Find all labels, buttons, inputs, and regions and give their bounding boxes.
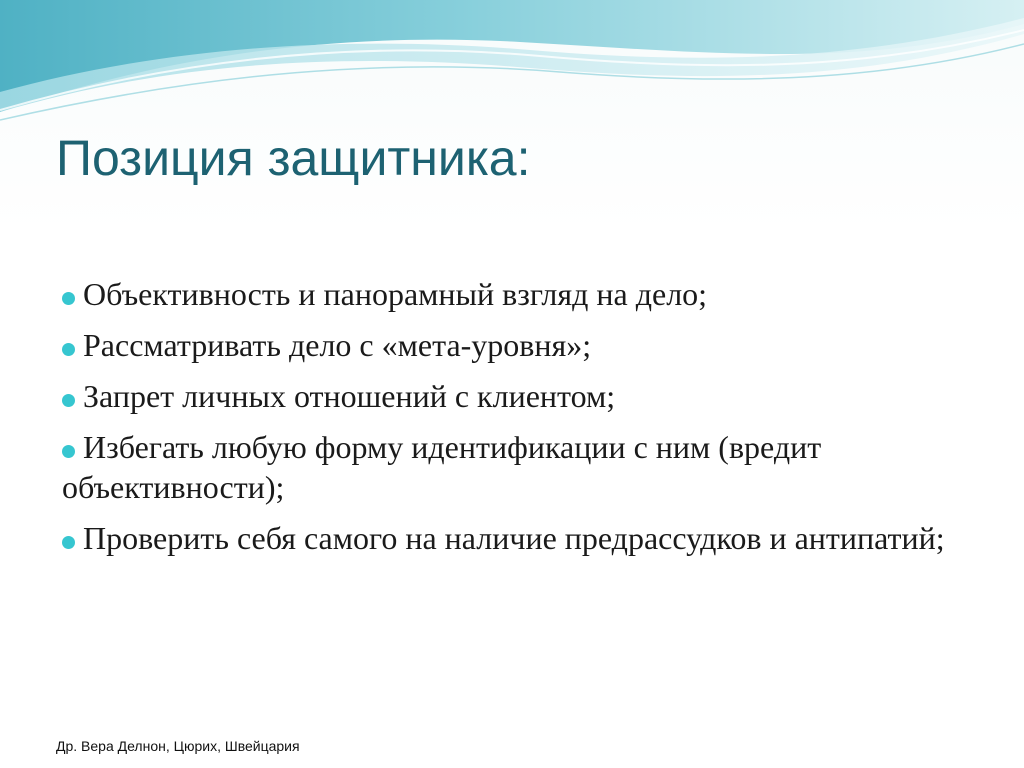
bullet-item	[62, 274, 982, 314]
bullet-dot-icon	[62, 445, 75, 458]
bullet-item	[62, 376, 982, 416]
decorative-wave-header	[0, 0, 1024, 130]
bullet-text: Избегать любую форму идентификации с ним (вредит объективности);	[62, 429, 822, 505]
bullet-item	[62, 427, 982, 507]
bullet-list	[62, 274, 982, 569]
bullet-dot-icon	[62, 292, 75, 305]
slide-footer: Др. Вера Делнон, Цюрих, Швейцария	[56, 738, 300, 754]
bullet-text: Проверить себя самого на наличие предрассудков и антипатий;	[83, 520, 945, 556]
bullet-item	[62, 325, 982, 365]
bullet-dot-icon	[62, 394, 75, 407]
slide-title: Позиция защитника:	[56, 130, 531, 186]
bullet-text: Рассматривать дело с «мета-уровня»;	[83, 327, 592, 363]
bullet-dot-icon	[62, 343, 75, 356]
bullet-item	[62, 518, 982, 558]
bullet-text: Запрет личных отношений с клиентом;	[83, 378, 616, 414]
bullet-dot-icon	[62, 536, 75, 549]
bullet-text: Объективность и панорамный взгляд на дело;	[83, 276, 708, 312]
